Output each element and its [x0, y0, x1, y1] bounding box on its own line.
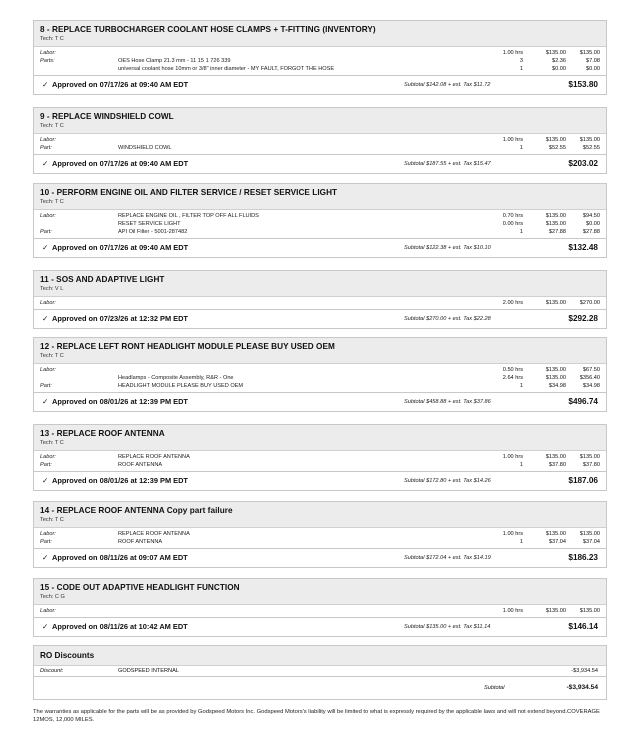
job-block-14: [33, 501, 607, 568]
line-qty: 3: [519, 58, 523, 64]
line-item: [34, 453, 606, 461]
job-title: 15 - CODE OUT ADAPTIVE HEADLIGHT FUNCTION: [40, 583, 240, 592]
job-header: [34, 502, 606, 528]
check-icon: ✓: [42, 553, 49, 562]
line-type: Labor:: [40, 300, 56, 306]
line-amount: $135.00: [579, 137, 600, 143]
line-amount: $135.00: [579, 50, 600, 56]
line-item: [34, 382, 606, 390]
line-desc: ROOF ANTENNA: [118, 539, 163, 545]
line-amount: $0.00: [586, 221, 600, 227]
approval-row: [34, 393, 606, 411]
line-item: [34, 136, 606, 144]
discount-amount: -$3,934.54: [571, 668, 598, 674]
line-qty: 1.00 hrs: [502, 454, 523, 460]
line-qty: 0.00 hrs: [502, 221, 523, 227]
line-amount: $94.50: [582, 213, 600, 219]
line-qty: 1: [519, 229, 523, 235]
line-qty: 2.64 hrs: [502, 375, 523, 381]
job-total: $186.23: [568, 553, 598, 562]
job-title: 9 - REPLACE WINDSHIELD COWL: [40, 112, 174, 121]
approval-row: [34, 239, 606, 257]
line-amount: $37.80: [582, 462, 600, 468]
line-rate: $27.88: [548, 229, 566, 235]
check-icon: ✓: [42, 314, 49, 323]
line-type: Labor:: [40, 137, 56, 143]
job-lines: [34, 364, 606, 393]
approval-text: Approved on 07/17/26 at 09:40 AM EDT: [52, 243, 189, 252]
job-header: [34, 271, 606, 297]
discount-subtotal-label: Subtotal: [484, 685, 505, 691]
line-type: Part:: [40, 383, 52, 389]
job-header: [34, 21, 606, 47]
line-desc: RESET SERVICE LIGHT: [118, 221, 181, 227]
job-block-10: [33, 183, 607, 258]
line-qty: 1.00 hrs: [502, 531, 523, 537]
job-header: [34, 108, 606, 134]
line-amount: $135.00: [579, 454, 600, 460]
check-icon: ✓: [42, 243, 49, 252]
line-amount: $356.40: [579, 375, 600, 381]
line-qty: 1: [519, 462, 523, 468]
line-item: [34, 57, 606, 65]
check-icon: ✓: [42, 397, 49, 406]
job-tech: Tech: T C: [40, 440, 64, 446]
discount-type: Discount:: [40, 668, 64, 674]
line-qty: 1.00 hrs: [502, 50, 523, 56]
line-type: Part:: [40, 145, 52, 151]
approval-text: Approved on 08/01/26 at 12:39 PM EDT: [52, 476, 188, 485]
job-lines: [34, 47, 606, 76]
job-lines: [34, 451, 606, 472]
subtotal-text: Subtotal $172.04 + est. Tax $14.19: [404, 555, 491, 561]
approval-text: Approved on 08/11/26 at 09:07 AM EDT: [52, 553, 188, 562]
line-amount: $0.00: [586, 66, 600, 72]
line-amount: $27.88: [582, 229, 600, 235]
line-type: Labor:: [40, 213, 56, 219]
approval-row: [34, 618, 606, 636]
job-header: [34, 338, 606, 364]
discounts-title: RO Discounts: [34, 646, 606, 666]
job-block-13: [33, 424, 607, 491]
job-tech: Tech: T C: [40, 36, 64, 42]
line-qty: 1: [519, 539, 523, 545]
line-type: Labor:: [40, 608, 56, 614]
job-total: $187.06: [568, 476, 598, 485]
line-desc: WINDSHIELD COWL: [118, 145, 172, 151]
job-block-8: [33, 20, 607, 95]
line-rate: $135.00: [545, 608, 566, 614]
line-qty: 0.50 hrs: [502, 367, 523, 373]
job-lines: [34, 605, 606, 618]
line-amount: $34.98: [582, 383, 600, 389]
job-block-9: [33, 107, 607, 174]
subtotal-text: Subtotal $270.00 + est. Tax $22.28: [404, 316, 491, 322]
line-item: [34, 49, 606, 57]
line-item: [34, 607, 606, 615]
line-rate: $135.00: [545, 531, 566, 537]
job-title: 14 - REPLACE ROOF ANTENNA Copy part failure: [40, 506, 233, 515]
job-total: $153.80: [568, 80, 598, 89]
approval-text: Approved on 07/17/26 at 09:40 AM EDT: [52, 159, 189, 168]
check-icon: ✓: [42, 622, 49, 631]
line-amount: $7.08: [586, 58, 600, 64]
line-desc: API Oil Filter - 5001-287482: [118, 229, 188, 235]
line-rate: $34.98: [548, 383, 566, 389]
line-type: Labor:: [40, 50, 56, 56]
line-item: [34, 65, 606, 73]
line-rate: $52.55: [548, 145, 566, 151]
line-qty: 1: [519, 383, 523, 389]
approval-row: [34, 549, 606, 567]
check-icon: ✓: [42, 80, 49, 89]
line-rate: $2.36: [552, 58, 566, 64]
job-lines: [34, 528, 606, 549]
line-amount: $270.00: [579, 300, 600, 306]
job-tech: Tech: V L: [40, 286, 64, 292]
line-desc: Headlamps - Composite Assembly, R&R - One: [118, 375, 234, 381]
line-desc: REPLACE ROOF ANTENNA: [118, 531, 190, 537]
job-header: [34, 425, 606, 451]
line-desc: REPLACE ROOF ANTENNA: [118, 454, 190, 460]
line-qty: 1.00 hrs: [502, 608, 523, 614]
approval-row: [34, 310, 606, 328]
line-item: [34, 220, 606, 228]
approval-row: [34, 155, 606, 173]
line-type: Labor:: [40, 454, 56, 460]
line-qty: 1: [519, 66, 523, 72]
line-amount: $52.55: [582, 145, 600, 151]
line-type: Part:: [40, 539, 52, 545]
line-item: [34, 374, 606, 382]
line-item: [34, 144, 606, 152]
subtotal-text: Subtotal $187.55 + est. Tax $15.47: [404, 161, 491, 167]
subtotal-text: Subtotal $458.88 + est. Tax $37.86: [404, 399, 491, 405]
check-icon: ✓: [42, 159, 49, 168]
job-total: $203.02: [568, 159, 598, 168]
job-tech: Tech: C G: [40, 594, 65, 600]
job-header: [34, 184, 606, 210]
approval-row: [34, 76, 606, 94]
approval-text: Approved on 07/17/26 at 09:40 AM EDT: [52, 80, 189, 89]
job-total: $496.74: [568, 397, 598, 406]
job-tech: Tech: T C: [40, 353, 64, 359]
line-item: [34, 366, 606, 374]
job-block-12: [33, 337, 607, 412]
line-rate: $135.00: [545, 454, 566, 460]
line-rate: $135.00: [545, 375, 566, 381]
line-type: Part:: [40, 462, 52, 468]
line-rate: $135.00: [545, 300, 566, 306]
job-lines: [34, 134, 606, 155]
subtotal-text: Subtotal $122.38 + est. Tax $10.10: [404, 245, 491, 251]
job-title: 10 - PERFORM ENGINE OIL AND FILTER SERVICE / RESET SERVICE LIGHT: [40, 188, 338, 197]
approval-text: Approved on 07/23/26 at 12:32 PM EDT: [52, 314, 188, 323]
subtotal-text: Subtotal $135.00 + est. Tax $11.14: [404, 624, 491, 630]
job-block-11: [33, 270, 607, 329]
line-type: Part:: [40, 229, 52, 235]
line-desc: ROOF ANTENNA: [118, 462, 163, 468]
line-amount: $67.50: [582, 367, 600, 373]
warranty-notice: The warranties as applicable for the parts will be as provided by Godspeed Motors Inc. Godspeed Motors's liability will be limited to what is expressly required by the applicable laws and will not extend beyond.COVERAGE 12MOS, 12,000 MILES.: [33, 709, 600, 723]
line-rate: $37.04: [548, 539, 566, 545]
approval-row: [34, 472, 606, 490]
job-title: 11 - SOS AND ADAPTIVE LIGHT: [40, 275, 165, 284]
line-qty: 1.00 hrs: [502, 137, 523, 143]
line-desc: universal coolant hose 10mm or 3/8" inner diameter - MY FAULT, FORGOT THE HOSE: [118, 66, 335, 72]
discount-line: [34, 666, 606, 677]
line-type: Parts:: [40, 58, 55, 64]
line-qty: 2.00 hrs: [502, 300, 523, 306]
line-qty: 0.70 hrs: [502, 213, 523, 219]
discount-subtotal-row: [34, 677, 606, 699]
job-tech: Tech: T C: [40, 199, 64, 205]
discount-desc: GODSPEED INTERNAL: [118, 668, 179, 674]
approval-text: Approved on 08/01/26 at 12:39 PM EDT: [52, 397, 188, 406]
job-total: $132.48: [568, 243, 598, 252]
job-title: 12 - REPLACE LEFT RONT HEADLIGHT MODULE PLEASE BUY USED OEM: [40, 342, 335, 351]
line-rate: $135.00: [545, 213, 566, 219]
line-type: Labor:: [40, 531, 56, 537]
line-qty: 1: [519, 145, 523, 151]
job-total: $146.14: [568, 622, 598, 631]
line-desc: OES Hose Clamp 21.3 mm - 11 15 1 726 339: [118, 58, 231, 64]
line-item: [34, 538, 606, 546]
line-item: [34, 461, 606, 469]
job-lines: [34, 297, 606, 310]
line-rate: $135.00: [545, 50, 566, 56]
job-header: [34, 579, 606, 605]
job-tech: Tech: T C: [40, 123, 64, 129]
line-rate: $135.00: [545, 367, 566, 373]
line-amount: $135.00: [579, 531, 600, 537]
job-title: 13 - REPLACE ROOF ANTENNA: [40, 429, 165, 438]
line-item: [34, 299, 606, 307]
line-item: [34, 228, 606, 236]
job-total: $292.28: [568, 314, 598, 323]
subtotal-text: Subtotal $172.80 + est. Tax $14.26: [404, 478, 491, 484]
line-desc: HEADLIGHT MODULE PLEASE BUY USED OEM: [118, 383, 244, 389]
line-rate: $135.00: [545, 137, 566, 143]
line-item: [34, 212, 606, 220]
line-rate: $37.80: [548, 462, 566, 468]
approval-text: Approved on 08/11/26 at 10:42 AM EDT: [52, 622, 188, 631]
job-title: 8 - REPLACE TURBOCHARGER COOLANT HOSE CLAMPS + T-FITTING (INVENTORY): [40, 25, 376, 34]
line-amount: $37.04: [582, 539, 600, 545]
line-type: Labor:: [40, 367, 56, 373]
subtotal-text: Subtotal $142.08 + est. Tax $11.72: [404, 82, 491, 88]
line-item: [34, 530, 606, 538]
discount-subtotal-amount: -$3,934.54: [566, 684, 598, 691]
line-desc: REPLACE ENGINE OIL , FILTER TOP OFF ALL FLUIDS: [118, 213, 259, 219]
job-block-15: [33, 578, 607, 637]
job-tech: Tech: T C: [40, 517, 64, 523]
ro-discounts-block: [33, 645, 607, 700]
check-icon: ✓: [42, 476, 49, 485]
job-lines: [34, 210, 606, 239]
line-rate: $135.00: [545, 221, 566, 227]
line-rate: $0.00: [552, 66, 566, 72]
line-amount: $135.00: [579, 608, 600, 614]
